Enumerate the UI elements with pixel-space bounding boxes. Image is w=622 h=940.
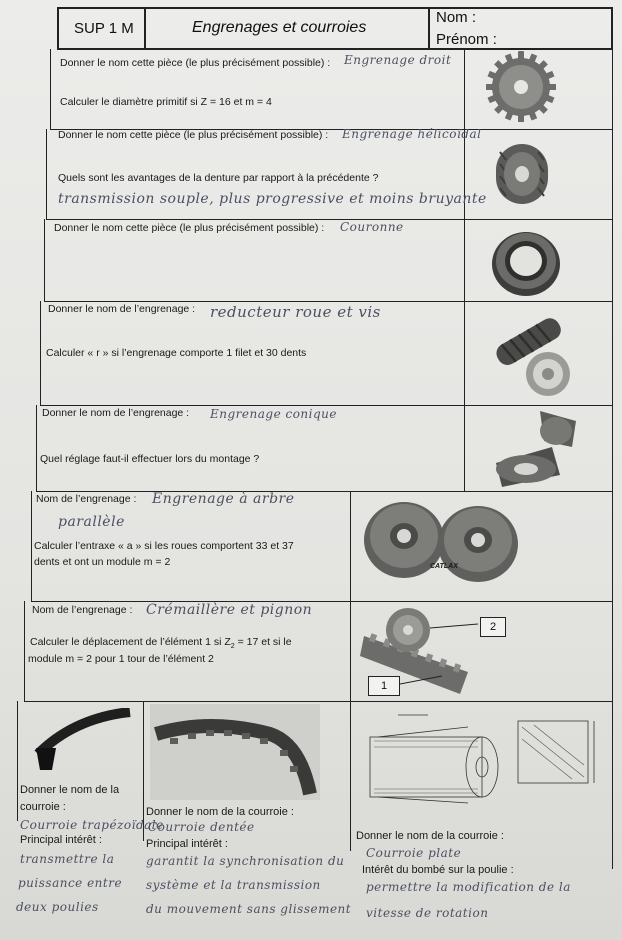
- row3-question1: Donner le nom cette pièce (le plus précisément possible) :: [54, 222, 325, 234]
- row3-answer1: Couronne: [340, 220, 404, 234]
- row2-answer2: transmission souple, plus progressive et moins bruyante: [58, 191, 487, 207]
- page-title: Engrenages et courroies: [192, 19, 367, 36]
- helical-gear-icon: [486, 130, 558, 214]
- belt1-answer: Courroie trapézoïdale: [20, 818, 164, 832]
- row5-question1: Donner le nom de l’engrenage :: [42, 407, 190, 419]
- bevel-gear-icon: [490, 407, 586, 489]
- belt3-interet-label: Intérêt du bombé sur la poulie :: [362, 864, 514, 876]
- row4-answer1: reducteur roue et vis: [210, 303, 381, 321]
- belt2-answer: Courroie dentée: [148, 820, 255, 834]
- belt1-question-line2: courroie :: [20, 801, 66, 813]
- row2-question1: Donner le nom cette pièce (le plus précisément possible) :: [58, 129, 329, 141]
- belt2-interet-line3: du mouvement sans glissement: [146, 902, 352, 916]
- row1-answer1: Engrenage droit: [344, 53, 452, 67]
- belt1-interet-label: Principal intérêt :: [20, 834, 102, 846]
- worm-gear-icon: [490, 302, 580, 402]
- gear-tooth: [518, 114, 524, 122]
- gear-tooth: [518, 52, 524, 60]
- internal-ring-gear-icon: [486, 224, 566, 298]
- row6-answer1-cont: parallèle: [58, 514, 125, 530]
- brand-label: CATLAX: [430, 563, 458, 570]
- prenom-label: Prénom :: [436, 31, 497, 48]
- belt1-interet-line1: transmettre la: [20, 852, 115, 866]
- gear-tooth: [486, 84, 494, 90]
- row2-question2: Quels sont les avantages de la denture par rapport à la précédente ?: [58, 172, 379, 184]
- belt2-question: Donner le nom de la courroie :: [146, 806, 294, 818]
- row4-question1: Donner le nom de l’engrenage :: [48, 303, 196, 315]
- toothed-belt-icon: [150, 704, 320, 800]
- belt1-interet-line3: deux poulies: [16, 900, 99, 914]
- row1-question1: Donner le nom cette pièce (le plus précisément possible) :: [60, 57, 331, 69]
- row4-question2: Calculer « r » si l’engrenage comporte 1 filet et 30 dents: [46, 347, 307, 359]
- v-belt-icon: [34, 708, 134, 774]
- parallel-gear-pair-icon: [360, 496, 532, 586]
- row5-answer1: Engrenage conique: [210, 407, 338, 421]
- row7-question1: Nom de l’engrenage :: [32, 604, 133, 616]
- belt3-answer: Courroie plate: [366, 846, 462, 860]
- belt1-question-line1: Donner le nom de la: [20, 784, 120, 796]
- spur-gear-icon: [482, 48, 560, 126]
- flat-belt-pulley-drawing-icon: [358, 705, 608, 805]
- belt2-interet-label: Principal intérêt :: [146, 838, 228, 850]
- row2-answer1: Engrenage hélicoïdal: [342, 127, 482, 141]
- belt1-interet-line2: puissance entre: [18, 876, 123, 890]
- row5-question2: Quel réglage faut-il effectuer lors du montage ?: [40, 453, 260, 465]
- element-1-label: 1: [368, 676, 400, 696]
- row7-answer1: Crémaillère et pignon: [146, 602, 313, 618]
- element-2-label: 2: [480, 617, 506, 637]
- row6-question2-line1: Calculer l’entraxe « a » si les roues comportent 33 et 37: [34, 540, 294, 552]
- nom-label: Nom :: [436, 9, 477, 26]
- belt3-question: Donner le nom de la courroie :: [356, 830, 504, 842]
- belt3-interet-line2: vitesse de rotation: [366, 906, 489, 920]
- class-label: SUP 1 M: [74, 20, 134, 37]
- row6-answer1: Engrenage à arbre: [152, 491, 295, 507]
- row1-question2: Calculer le diamètre primitif si Z = 16 et m = 4: [60, 96, 272, 108]
- row6-question1: Nom de l’engrenage :: [36, 493, 137, 505]
- row6-question2-line2: dents et ont un module m = 2: [34, 556, 171, 568]
- row7-question2-line2: module m = 2 pour 1 tour de l’élément 2: [28, 653, 214, 665]
- row7-question2-line1: Calculer le déplacement de l’élément 1 si $Z_2 = 17$ et si le: [30, 636, 292, 651]
- gear-tooth: [548, 84, 556, 90]
- belt2-interet-line2: système et la transmission: [146, 878, 321, 892]
- belt3-interet-line1: permettre la modification de la: [366, 880, 571, 894]
- belt2-interet-line1: garantit la synchronisation du: [146, 854, 345, 868]
